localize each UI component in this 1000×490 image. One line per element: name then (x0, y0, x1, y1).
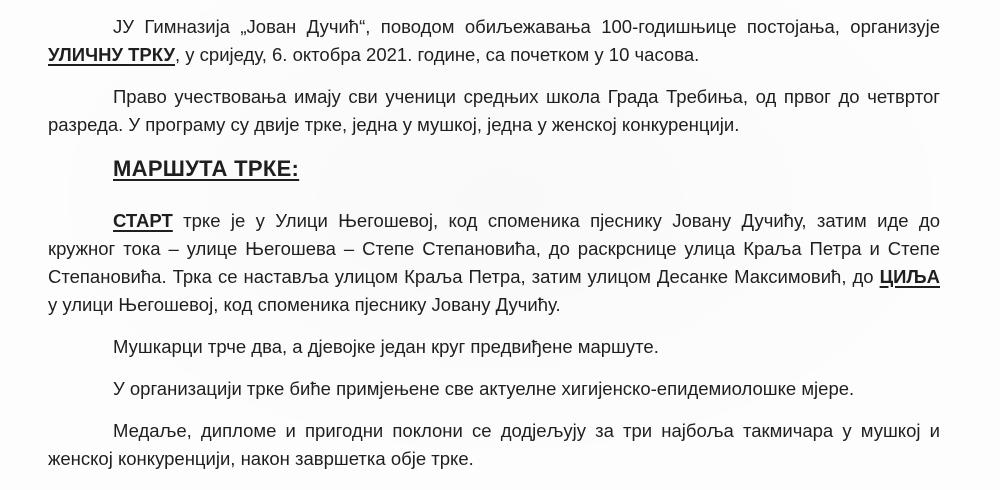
route-paragraph-run: у улици Његошевој, код споменика пјеснику Јовану Дучићу. (48, 294, 561, 315)
route-paragraph-run: СТАРТ (113, 210, 173, 231)
eligibility-paragraph-run: Право учествовања имају сви ученици средњих школа Града Требиња, од првог до четвртог разреда. У програму су двије трке, једна у мушкој, једна у женској конкуренцији. (48, 86, 940, 135)
route-paragraph (48, 207, 940, 319)
document-body (48, 13, 940, 473)
intro-paragraph-run: ЈУ Гимназија „Јован Дучић“, поводом обиљежавања 100-годишњице постојања, организује (113, 16, 940, 37)
route-heading (48, 153, 940, 185)
route-paragraph-run: трке је у Улици Његошевој, код споменика пјеснику Јовану Дучићу, затим иде до кружног тока – улице Његошева – Степе Степановића, до раскрснице улица Краља Петра и Степе Степановића. Трка се наставља улицом Краља Петра, затим улицом Десанке Максимовић, до (48, 210, 940, 287)
hygiene-paragraph-run: У организацији трке биће примјењене све актуелне хигијенско-епидемиолошке мјере. (113, 378, 855, 399)
eligibility-paragraph (48, 83, 940, 139)
hygiene-paragraph (48, 375, 940, 403)
route-paragraph-run: ЦИЉА (879, 266, 940, 287)
route-heading-run: МАРШУТА ТРКЕ: (113, 156, 300, 181)
awards-paragraph (48, 417, 940, 473)
awards-paragraph-run: Медаље, дипломе и пригодни поклони се додјељују за три најбоља такмичара у мушкој и женској конкуренцији, након завршетка обје трке. (48, 420, 940, 469)
intro-paragraph-run: УЛИЧНУ ТРКУ (48, 44, 175, 65)
laps-paragraph (48, 333, 940, 361)
intro-paragraph-run: , у сриједу, 6. октобра 2021. године, са почетком у 10 часова. (175, 44, 700, 65)
intro-paragraph (48, 13, 940, 69)
laps-paragraph-run: Мушкарци трче два, а дјевојке један круг предвиђене маршуте. (113, 336, 659, 357)
